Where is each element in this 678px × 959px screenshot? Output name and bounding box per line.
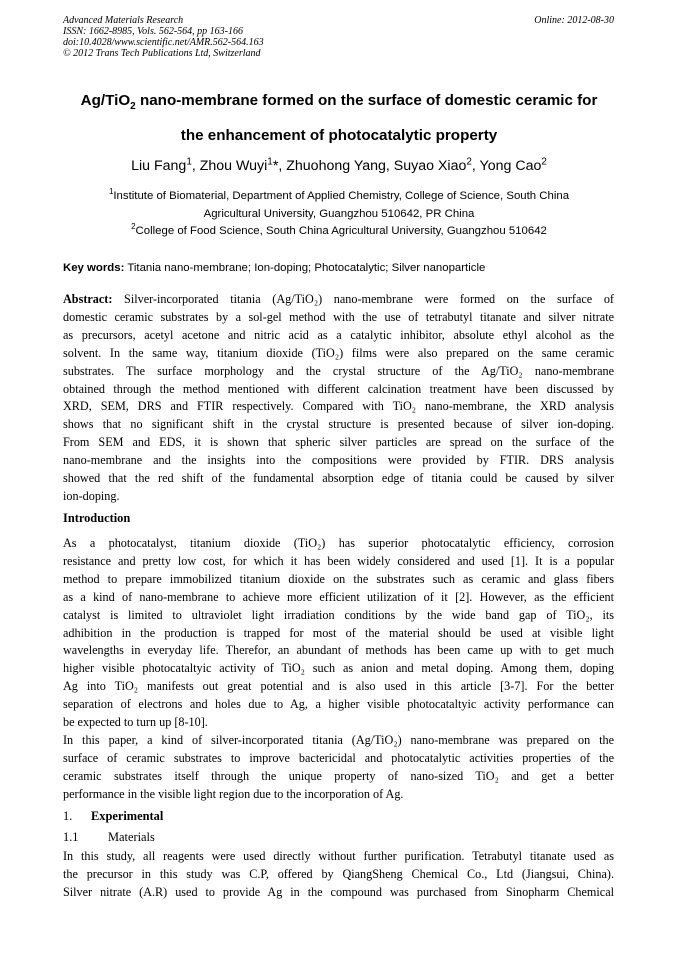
affiliation-2: $^2$College of Food Science, South China Agricultural University, Guangzhou 510642: [131, 222, 547, 237]
abstract-line: XRD, SEM, DRS and FTIR respectively. Compared with TiO₂ nano-membrane, the XRD analysis: [63, 399, 614, 414]
paper-title-line2: the enhancement of photocatalytic property: [180, 127, 498, 144]
author: Liu Fang$^1$,: [131, 156, 200, 174]
section-heading-introduction: Introduction: [63, 511, 131, 525]
author-list: [40, 158, 638, 174]
abstract-line: solvent. In the same way, titanium dioxide (TiO₂) films were also prepared on the same ceramic: [63, 345, 614, 360]
journal-header: [63, 15, 264, 59]
abstract-line: showed that the red shift of the fundamental absorption edge of titania could be caused by silver: [63, 471, 614, 486]
abstract-line: nano-membrane and the insights into the compositions were provided by FTIR. DRS analysis: [63, 453, 614, 468]
abstract-line: shows that no significant shift in the crystal structure is presented because of silver ion-doping.: [63, 417, 614, 432]
paper-title: Ag/TiO$_2$ nano-membrane formed on the surface of domestic ceramic for: [80, 92, 598, 113]
abstract-line: obtained through the method mentioned with different calcination treatment have been discussed by: [63, 381, 614, 396]
abstract-line: ion-doping.: [63, 488, 120, 503]
intro-line: be expected to turn up [8-10].: [63, 715, 208, 730]
intro-line: higher visible photocataltyic activity of TiO₂ such as anion and metal doping. Among them, doping: [63, 661, 614, 676]
intro-line: adhibition in the production is trapped for most of the material should be used at visible light: [63, 625, 614, 640]
subsection-heading-materials: 1.1 Materials: [63, 830, 155, 844]
affiliation-1-cont: Agricultural University, Guangzhou 510642, PR China: [203, 208, 475, 220]
keywords: Key words: Titania nano-membrane; Ion-doping; Photocatalytic; Silver nanoparticle: [63, 262, 486, 274]
intro-line: surface of ceramic substrates to improve bactericidal and photocatalytic activities properties of the: [63, 750, 614, 765]
author: Yong Cao$^2$: [479, 156, 547, 174]
online-date: Online: 2012-08-30: [534, 15, 614, 26]
abstract-line: Abstract: Silver-incorporated titania (Ag/TiO₂) nano-membrane were formed on the surface of: [63, 292, 614, 306]
intro-line: as a kind of nano-membrane to achieve more efficient utilization of it [2]. However, as the efficient: [63, 589, 614, 604]
abstract-line: as precursors, acetyl acetone and nitric acid as a catalytic inhibitor, absolute ethyl alcohol as the: [63, 327, 614, 342]
issn-line: ISSN: 1662-8985, Vols. 562-564, pp 163-166: [63, 26, 243, 37]
affiliation-1: $^1$Institute of Biomaterial, Department of Applied Chemistry, College of Science, South China: [108, 187, 570, 202]
intro-line: Ag into TiO₂ manifests out great potential and is also used in this article [3-7]. For the better: [63, 679, 614, 694]
intro-line: method to prepare immobilized titanium dioxide on the substrates such as ceramic and glass fibers: [63, 571, 614, 586]
intro-line: separation of electrons and holes due to Ag, a higher visible photocataltyic activity performance can: [63, 697, 614, 712]
abstract-line: domestic ceramic substrates by a sol-gel method with the use of tetrabutyl titanate and silver nitrate: [63, 309, 614, 324]
materials-line: Silver nitrate (A.R) used to provide Ag in the compound was purchased from Sinopharm Chemical: [63, 884, 614, 899]
materials-paragraph: [63, 848, 614, 902]
section-heading-experimental: 1. Experimental: [63, 809, 164, 823]
doi-line: doi:10.4028/www.scientific.net/AMR.562-564.163: [63, 37, 264, 48]
introduction-paragraph-1: [63, 535, 614, 804]
abstract: [63, 291, 614, 506]
author: Suyao Xiao$^2$,: [393, 156, 480, 174]
author: Zhuohong Yang,: [286, 158, 394, 174]
intro-line: catalyst is limited to ultraviolet light irradiation conditions by the wide band gap of TiO₂, its: [63, 607, 614, 622]
journal-name: Advanced Materials Research: [63, 15, 184, 26]
intro-line: resistance and pretty low cost, for which it has been widely considered and used [1]. It is a popular: [63, 553, 614, 568]
abstract-line: From SEM and EDS, it is shown that spheric silver particles are spread on the surface of the: [63, 435, 614, 450]
intro-line: ceramic substrates itself through the unique property of nano-sized TiO₂ and get a better: [63, 768, 614, 783]
materials-line: the precursor in this study was C.P, offered by QiangSheng Chemical Co., Ltd (Jiangsui, China).: [63, 866, 614, 881]
abstract-line: substrates. The surface morphology and the crystal structure of the Ag/TiO₂ nano-membrane: [63, 363, 614, 378]
intro-line: wavelengths in everyday life. Therefor, an abundant of methods has been came up with to get much: [63, 643, 614, 658]
author: Zhou Wuyi$^1$*,: [199, 156, 287, 174]
intro-line: In this paper, a kind of silver-incorporated titania (Ag/TiO₂) nano-membrane was prepared on the: [63, 732, 614, 747]
intro-line: As a photocatalyst, titanium dioxide (TiO₂) has superior photocatalytic efficiency, corrosion: [63, 536, 614, 550]
materials-line: In this study, all reagents were used directly without further purification. Tetrabutyl titanate used as: [63, 849, 614, 863]
intro-line: performance in the visible light region due to the incorporation of Ag.: [63, 786, 404, 801]
copyright-line: © 2012 Trans Tech Publications Ltd, Switzerland: [63, 48, 261, 59]
